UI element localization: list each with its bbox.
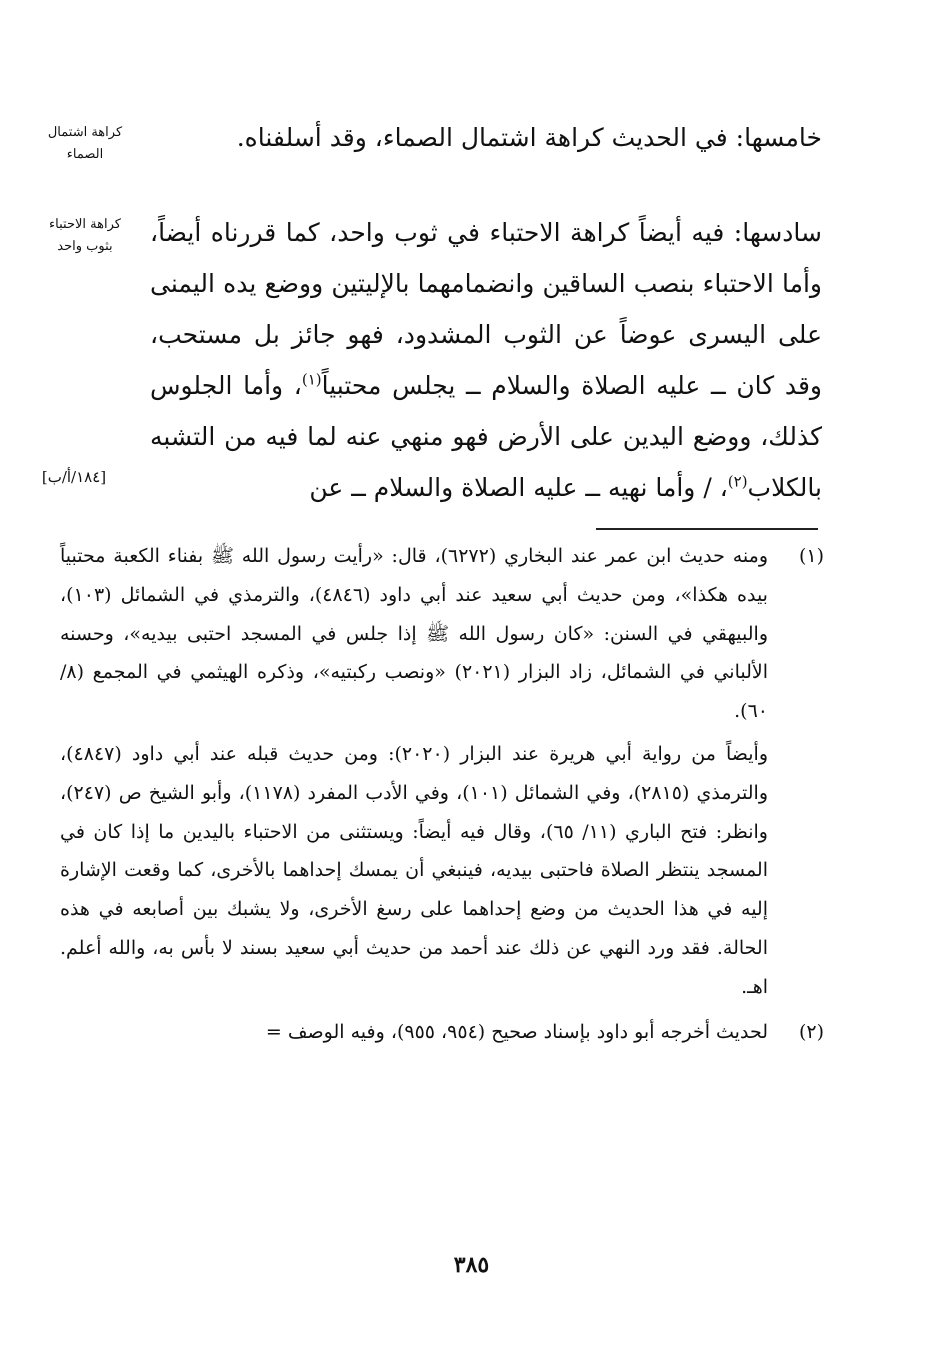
margin-note-ihtiba: كراهة الاحتباء بثوب واحد <box>49 217 121 254</box>
manuscript-page-reference: [١٨٤/أ/ب] <box>41 468 107 486</box>
paragraph-sixth <box>150 207 822 513</box>
margin-note-shamla: كراهة اشتمال الصماء <box>47 125 123 162</box>
footnote-2-text: لحديث أخرجه أبو داود بإسناد صحيح (٩٥٤، ٩٥٥)، وفيه الوصف = <box>265 1020 768 1043</box>
footnote-reference-2[interactable]: (٢) <box>727 472 748 491</box>
footnote-2-number: (٢) <box>798 1020 824 1043</box>
paragraph-fifth: خامسها: في الحديث كراهة اشتمال الصماء، وقد أسلفناه. <box>236 123 822 152</box>
paragraph-sixth-part2: ، وأما الجلوس كذلك، ووضع اليدين على الأرض فهو منهي عنه لما فيه من التشبه بالكلاب <box>150 371 822 502</box>
footnote-1-text: ومنه حديث ابن عمر عند البخاري (٦٢٧٢)، قال: «رأيت رسول الله ﷺ بفناء الكعبة محتبياً بيده هكذا»، ومن حديث أبي سعيد عند أبي داود (٤٨٤٦)، والترمذي في الشمائل (١٠٣)، والبيهقي في السنن: «كان رسول الله ﷺ إذا جلس في المسجد احتبى بيديه»، وحسنه الألباني في الشمائل، زاد البزار (٢٠٢١) «ونصب ركبتيه»، وذكره الهيثمي في المجمع (٨/ ٦٠). <box>60 545 769 723</box>
page-number: ٣٨٥ <box>453 1252 490 1278</box>
footnote-reference-1[interactable]: (١) <box>301 370 322 389</box>
footnote-separator <box>596 528 818 530</box>
footnotes <box>60 537 824 1051</box>
footnote-1 <box>60 537 824 1007</box>
paragraph-sixth-part1: سادسها: فيه أيضاً كراهة الاحتباء في ثوب واحد، كما قررناه أيضاً، وأما الاحتباء بنصب الساقين وانضمامهما بالإليتين ووضع يده اليمنى على اليسرى عوضاً عن الثوب المشدود، فهو جائز بل مستحب، وقد كان ــ عليه الصلاة والسلام ــ يجلس محتبياً <box>150 218 822 400</box>
footnote-1-text-continued: وأيضاً من رواية أبي هريرة عند البزار (٢٠٢٠): ومن حديث قبله عند أبي داود (٤٨٤٧)، والترمذي (٢٨١٥)، وفي الشمائل (١٠١)، وفي الأدب المفرد (١١٧٨)، وأبو الشيخ ص (٢٤٧)، وانظر: فتح الباري (١١/ ٦٥)، وقال فيه أيضاً: ويستثنى من الاحتباء باليدين ما إذا كان في المسجد ينتظر الصلاة فاحتبى بيديه، فينبغي أن يمسك إحداهما بالأخرى، كما وقعت الإشارة إليه في هذا الحديث من وضع إحداهما على رسغ الأخرى، ولا يشبك بين أصابعه في هذه الحالة. فقد ورد النهي عن ذلك عند أحمد من حديث أبي سعيد بسند لا بأس به، والله أعلم. اهـ. <box>60 742 769 998</box>
footnote-1-number: (١) <box>798 545 824 567</box>
footnote-2 <box>60 1013 824 1052</box>
main-text <box>150 112 822 513</box>
footnote-1-body <box>60 537 768 1007</box>
footnote-2-body <box>60 1013 768 1052</box>
paragraph-sixth-part3: ، / وأما نهيه ــ عليه الصلاة والسلام ــ عن <box>309 473 728 502</box>
